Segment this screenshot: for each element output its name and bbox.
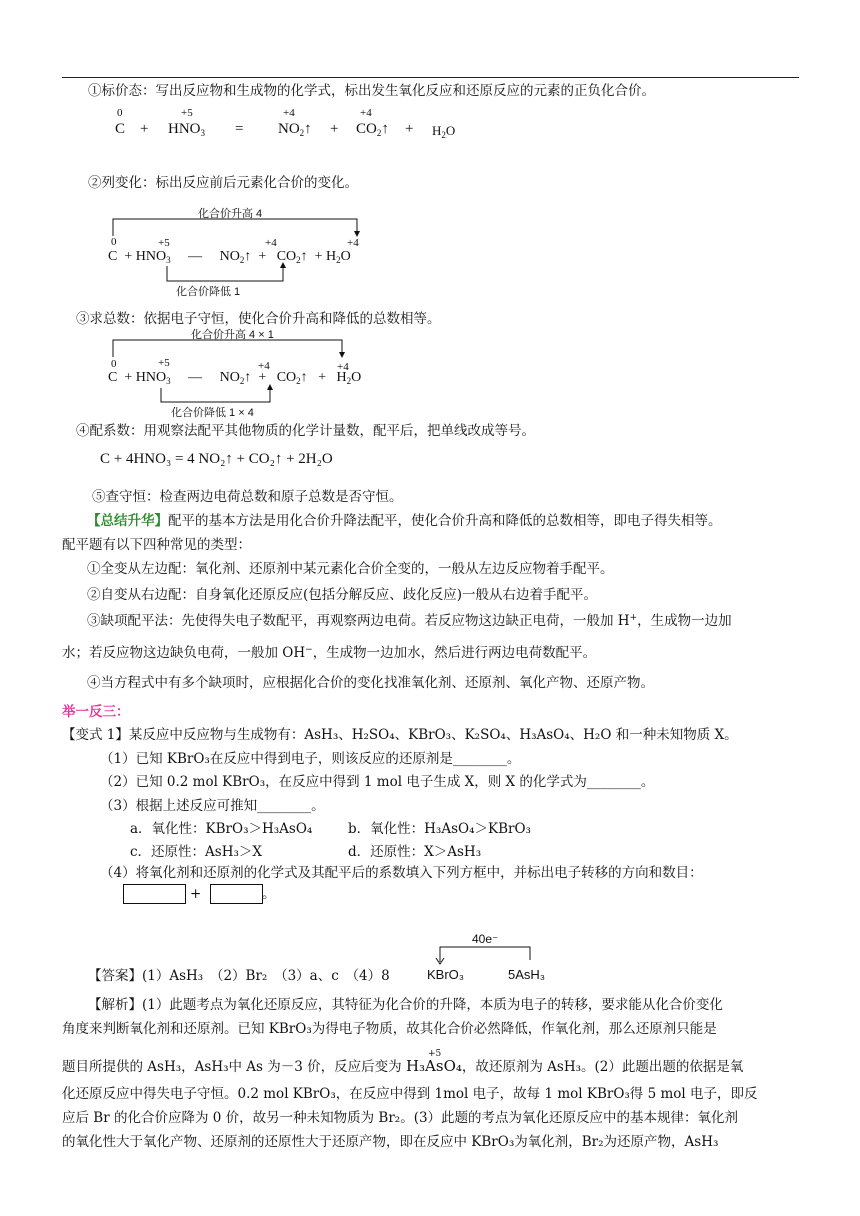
step-2: ②列变化：标出反应前后元素化合价的变化。 [88, 175, 358, 191]
summary-line: 【总结升华】配平的基本方法是用化合价升降法配平，使化合价升高和降低的总数相等，即电子得失相等。 [87, 513, 722, 529]
answer-box-oxidant[interactable] [123, 884, 186, 904]
question-1: （1）已知 KBrO₃在反应中得到电子，则该反应的还原剂是________。 [100, 751, 521, 767]
reduction-label: 化合价降低 1 [176, 286, 241, 298]
analysis-6: 的氧化性大于氧化产物、还原剂的还原性大于还原产物，即在反应中 KBrO₃为氧化剂，Br₂为还原产物，AsH₃ [62, 1134, 719, 1150]
type-2: ②自变从右边配：自身氧化还原反应(包括分解反应、歧化反应)一般从右边着手配平。 [87, 587, 598, 603]
step-3: ③求总数：依据电子守恒，使化合价升高和降低的总数相等。 [76, 311, 441, 327]
question-4: （4）将氧化剂和还原剂的化学式及其配平后的系数填入下列方框中，并标出电子转移的方向和数目： [100, 865, 703, 881]
oxidation-label: 化合价升高 4 [198, 208, 263, 220]
question-2: （2）已知 0.2 mol KBrO₃，在反应中得到 1 mol 电子生成 X，则 X 的化学式为________。 [100, 774, 655, 790]
summary-tag: 【总结升华】 [87, 513, 168, 529]
type-1: ①全变从左边配：氧化剂、还原剂中某元素化合价全变的，一般从左边反应物着手配平。 [87, 561, 614, 577]
option-d: d．还原性：X＞AsH₃ [348, 844, 482, 860]
step-1: ①标价态：写出反应物和生成物的化学式，标出发生氧化反应和还原反应的元素的正负化合价。 [88, 83, 655, 99]
analysis-3: 题目所提供的 AsH₃，AsH₃中 As 为－3 价，反应后变为 +5 H₃AsO₄，故还原剂为 AsH₃。(2）此题出题的依据是氧 [62, 1049, 744, 1075]
option-c: c．还原性：AsH₃＞X [130, 844, 263, 860]
option-b: b．氧化性：H₃AsO₄＞KBrO₃ [348, 821, 531, 837]
type-4: ④当方程式中有多个缺项时，应根据化合价的变化找准氧化剂、还原剂、氧化产物、还原产物。 [87, 675, 654, 691]
analysis-2: 角度来判断氧化剂和还原剂。已知 KBrO₃为得电子物质，故其化合价必然降低，作氧化剂，那么还原剂只能是 [62, 1021, 717, 1037]
analysis-1: 【解析】(1）此题考点为氧化还原反应，其特征为化合价的升降，本质为电子的转移，要求能从化合价变化 [88, 997, 723, 1013]
answer-box-reductant[interactable] [210, 884, 263, 904]
step-4: ④配系数：用观察法配平其他物质的化学计量数，配平后，把单线改成等号。 [76, 423, 535, 439]
summary-line-2: 配平题有以下四种常见的类型： [62, 537, 251, 553]
type-3a: ③缺项配平法：先使得失电子数配平，再观察两边电荷。若反应物这边缺正电荷，一般加 H+，生成物一边加 [87, 613, 732, 629]
analysis-5: 应后 Br 的化合价应降为 0 价，故另一种未知物质为 Br₂。(3）此题的考点为氧化还原反应中的基本规律：氧化剂 [62, 1110, 739, 1126]
analysis-4: 化还原反应中得失电子守恒。0.2 mol KBrO₃，在反应中得到 1mol 电子，故每 1 mol KBrO₃得 5 mol 电子，即反 [62, 1086, 758, 1102]
type-3b: 水；若反应物这边缺负电荷，一般加 OH−，生成物一边加水，然后进行两边电荷数配平。 [62, 645, 597, 661]
practice-title: 举一反三： [62, 704, 130, 720]
variant-1: 【变式 1】某反应中反应物与生成物有：AsH₃、H₂SO₄、KBrO₃、K₂SO₄、H₃AsO₄、H₂O 和一种未知物质 X。 [62, 727, 738, 743]
question-3: （3）根据上述反应可推知________。 [100, 798, 325, 814]
step-5: ⑤查守恒：检查两边电荷总数和原子总数是否守恒。 [92, 489, 403, 505]
option-a: a．氧化性：KBrO₃＞H₃AsO₄ [130, 821, 313, 837]
answer-line: 【答案】(1）AsH₃ （2）Br₂ （3）a、c （4）8 [88, 968, 390, 984]
balanced-equation: C + 4HNO₃ = 4 NO₂↑ + CO₂↑ + 2H₂O [100, 451, 333, 467]
electron-bracket-lines [0, 0, 860, 480]
